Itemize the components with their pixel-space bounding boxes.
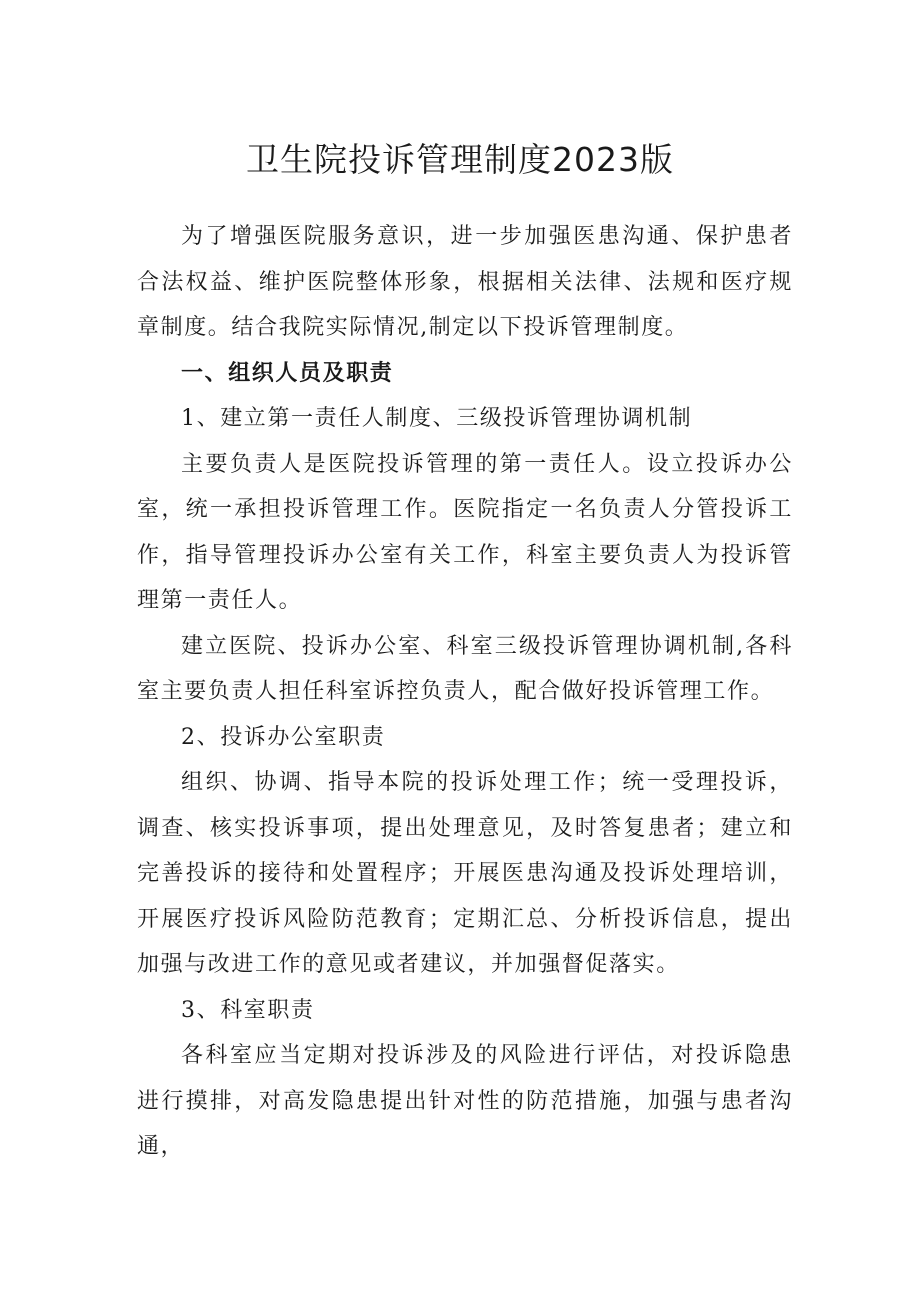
item2-title: 2、投诉办公室职责 <box>181 724 386 750</box>
intro-paragraph: 为了增强医院服务意识，进一步加强医患沟通、保护患者合法权益、维护医院整体形象，根据相关法律、法规和医疗规章制度。结合我院实际情况,制定以下投诉管理制度。 <box>137 224 793 340</box>
item3-paragraph: 各科室应当定期对投诉涉及的风险进行评估，对投诉隐患进行摸排，对高发隐患提出针对性的防范措施，加强与患者沟通， <box>137 1043 793 1159</box>
item1-paragraph-2: 建立医院、投诉办公室、科室三级投诉管理协调机制,各科室主要负责人担任科室诉控负责人，配合做好投诉管理工作。 <box>137 633 793 704</box>
document-title: 卫生院投诉管理制度2023版 <box>246 140 674 179</box>
item2-paragraph: 组织、协调、指导本院的投诉处理工作；统一受理投诉，调查、核实投诉事项，提出处理意见，及时答复患者；建立和完善投诉的接待和处置程序；开展医患沟通及投诉处理培训，开展医疗投诉风险防范教育；定期汇总、分析投诉信息，提出加强与改进工作的意见或者建议，并加强督促落实。 <box>137 770 793 977</box>
item1-paragraph-1: 主要负责人是医院投诉管理的第一责任人。设立投诉办公室，统一承担投诉管理工作。医院指定一名负责人分管投诉工作，指导管理投诉办公室有关工作，科室主要负责人为投诉管理第一责任人。 <box>137 451 793 613</box>
item3-title: 3、科室职责 <box>181 997 315 1023</box>
section-heading: 一、组织人员及职责 <box>181 360 394 386</box>
item1-title: 1、建立第一责任人制度、三级投诉管理协调机制 <box>181 406 693 431</box>
document-body <box>137 214 793 1170</box>
